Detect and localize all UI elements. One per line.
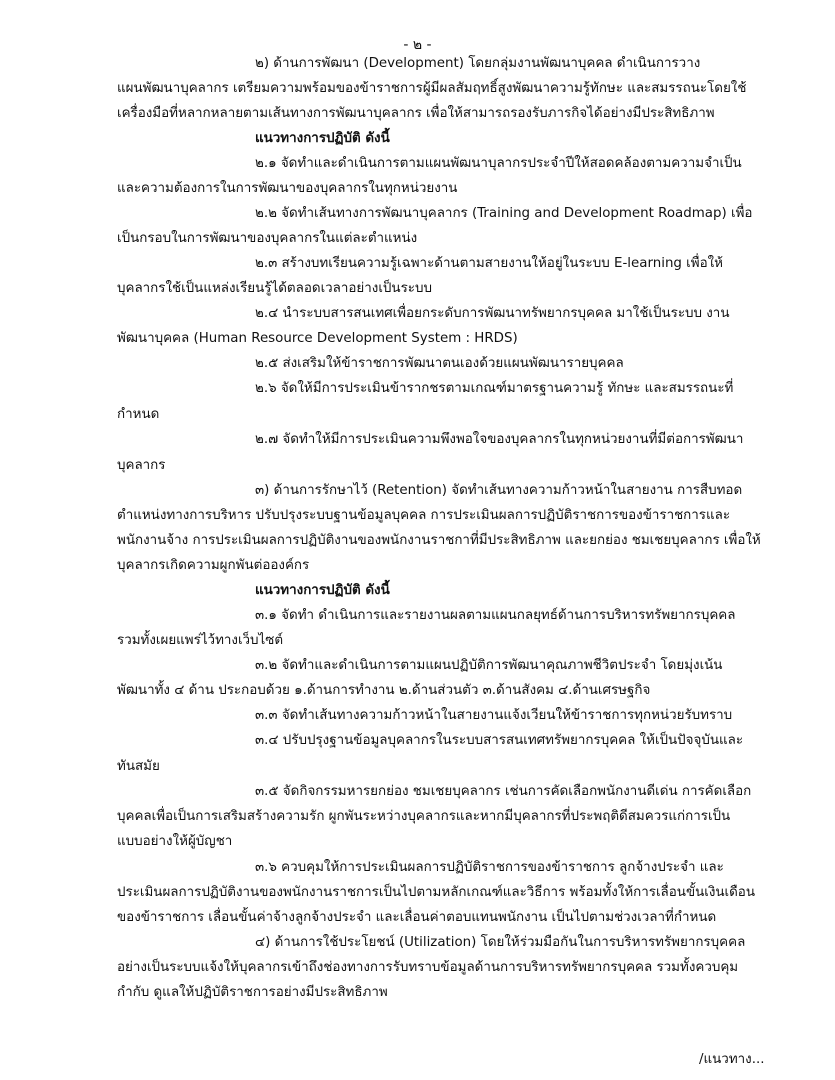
- text-line: กำกับ ดูแลให้ปฏิบัติราชการอย่างมีประสิทธิภาพ: [117, 985, 388, 1000]
- text-line: เครื่องมือที่หลากหลายตามเส้นทางการพัฒนาบุคลากร เพื่อให้สามารถรองรับภารกิจได้อย่างมีประสิทธิภาพ: [117, 106, 715, 121]
- text-line: ๒.๕ ส่งเสริมให้ข้าราชการพัฒนาตนเองด้วยแผนพัฒนารายบุคคล: [255, 356, 624, 371]
- text-line: ๓.๒ จัดทำและดำเนินการตามแผนปฏิบัติการพัฒนาคุณภาพชีวิตประจำ โดยมุ่งเน้น: [255, 658, 723, 673]
- text-line: ๒.๗ จัดทำให้มีการประเมินความพึงพอใจของบุคลากรในทุกหน่วยงานที่มีต่อการพัฒนา: [255, 432, 744, 447]
- text-line: อย่างเป็นระบบแจ้งให้บุคลากรเข้าถึงช่องทางการรับทราบข้อมูลด้านการบริหารทรัพยากรบุคคล รวมทั้งควบคุม: [117, 960, 739, 975]
- text-line: เป็นกรอบในการพัฒนาของบุคลากรในแต่ละตำแหน่ง: [117, 231, 418, 246]
- text-line: แบบอย่างให้ผู้บัญชา: [117, 834, 233, 849]
- text-line: พัฒนาทั้ง ๔ ด้าน ประกอบด้วย ๑.ด้านการทำงาน ๒.ด้านส่วนตัว ๓.ด้านสังคม ๔.ด้านเศรษฐกิจ: [117, 683, 651, 698]
- text-line: ๓.๓ จัดทำเส้นทางความก้าวหน้าในสายงานแจ้งเวียนให้ข้าราชการทุกหน่วยรับทราบ: [255, 708, 733, 723]
- text-line: รวมทั้งเผยแพร่ไว้ทางเว็บไซต์: [117, 633, 284, 648]
- text-line: ของข้าราชการ เลื่อนขั้นค่าจ้างลูกจ้างประจำ และเลื่อนค่าตอบแทนพนักงาน เป็นไปตามช่วงเวลาที่กำหนด: [117, 910, 717, 925]
- text-line: ๓) ด้านการรักษาไว้ (Retention) จัดทำเส้นทางความก้าวหน้าในสายงาน การสืบทอด: [255, 483, 743, 498]
- text-line: บุคลากรเกิดความผูกพันต่อองค์กร: [117, 558, 310, 573]
- text-line: พนักงานจ้าง การประเมินผลการปฏิบัติงานของพนักงานราชกาที่มีประสิทธิภาพ และยกย่อง ชมเชยบุคลากร เพื่อให้: [117, 533, 761, 548]
- text-line: กำหนด: [117, 407, 160, 422]
- text-line: ๒.๓ สร้างบทเรียนความรู้เฉพาะด้านตามสายงานให้อยู่ในระบบ E-learning เพื่อให้: [255, 256, 723, 271]
- text-line: บุคลากรใช้เป็นแหล่งเรียนรู้ได้ตลอดเวลาอย่างเป็นระบบ: [117, 281, 432, 296]
- text-line: ๓.๖ ควบคุมให้การประเมินผลการปฏิบัติราชการของข้าราชการ ลูกจ้างประจำ และ: [255, 860, 724, 875]
- section-heading: แนวทางการปฏิบัติ ดังนี้: [255, 583, 390, 598]
- section-heading: แนวทางการปฏิบัติ ดังนี้: [255, 131, 390, 146]
- continuation-note: /แนวทาง...: [699, 1052, 765, 1067]
- text-line: แผนพัฒนาบุคลากร เตรียมความพร้อมของข้าราชการผู้มีผลสัมฤทธิ์สูงพัฒนาความรู้ทักษะ และสมรรถนะโดยใช้: [117, 81, 747, 96]
- page-number: - ๒ -: [403, 37, 432, 53]
- text-line: พัฒนาบุคคล (Human Resource Development System : HRDS): [117, 331, 518, 346]
- text-line: บุคลากร: [117, 458, 166, 473]
- text-line: ๒.๖ จัดให้มีการประเมินข้ารากชรตามเกณฑ์มาตรฐานความรู้ ทักษะ และสมรรถนะที่: [255, 381, 734, 396]
- text-line: ๒.๔ นำระบบสารสนเทศเพื่อยกระดับการพัฒนาทรัพยากรบุคคล มาใช้เป็นระบบ งาน: [255, 306, 730, 321]
- text-line: ๒) ด้านการพัฒนา (Development) โดยกลุ่มงานพัฒนาบุคคล ดำเนินการวาง: [255, 56, 701, 71]
- text-line: ๓.๕ จัดกิจกรรมหารยกย่อง ชมเชยบุคลากร เช่นการคัดเลือกพนักงานดีเด่น การคัดเลือก: [255, 784, 752, 799]
- text-line: ๓.๑ จัดทำ ดำเนินการและรายงานผลตามแผนกลยุทธ์ด้านการบริหารทรัพยากรบุคคล: [255, 608, 736, 623]
- text-line: ๔) ด้านการใช้ประโยชน์ (Utilization) โดยให้ร่วมมือกันในการบริหารทรัพยากรบุคคล: [255, 935, 746, 950]
- text-line: ๒.๒ จัดทำเส้นทางการพัฒนาบุคลากร (Training and Development Roadmap) เพื่อ: [255, 206, 753, 221]
- text-line: ประเมินผลการปฏิบัติงานของพนักงานราชการเป็นไปตามหลักเกณฑ์และวิธีการ พร้อมทั้งให้การเลื่อนขั้นเงินเดือน: [117, 885, 755, 900]
- text-line: บุคคลเพื่อเป็นการเสริมสร้างความรัก ผูกพันระหว่างบุคลากรและหากมีบุคลากรที่ประพฤติดีสมควรแก่การเป็น: [117, 809, 731, 824]
- text-line: ๒.๑ จัดทำและดำเนินการตามแผนพัฒนาบุลากรประจำปีให้สอดคล้องตามความจำเป็น: [255, 156, 742, 171]
- text-line: ทันสมัย: [117, 759, 160, 774]
- text-line: ๓.๔ ปรับปรุงฐานข้อมูลบุคลากรในระบบสารสนเทศทรัพยากรบุคคล ให้เป็นปัจจุบันและ: [255, 733, 744, 748]
- text-line: และความต้องการในการพัฒนาของบุคลากรในทุกหน่วยงาน: [117, 181, 458, 196]
- text-line: ตำแหน่งทางการบริหาร ปรับปรุงระบบฐานข้อมูลบุคคล การประเมินผลการปฏิบัติราชการของข้าราชการและ: [117, 508, 731, 523]
